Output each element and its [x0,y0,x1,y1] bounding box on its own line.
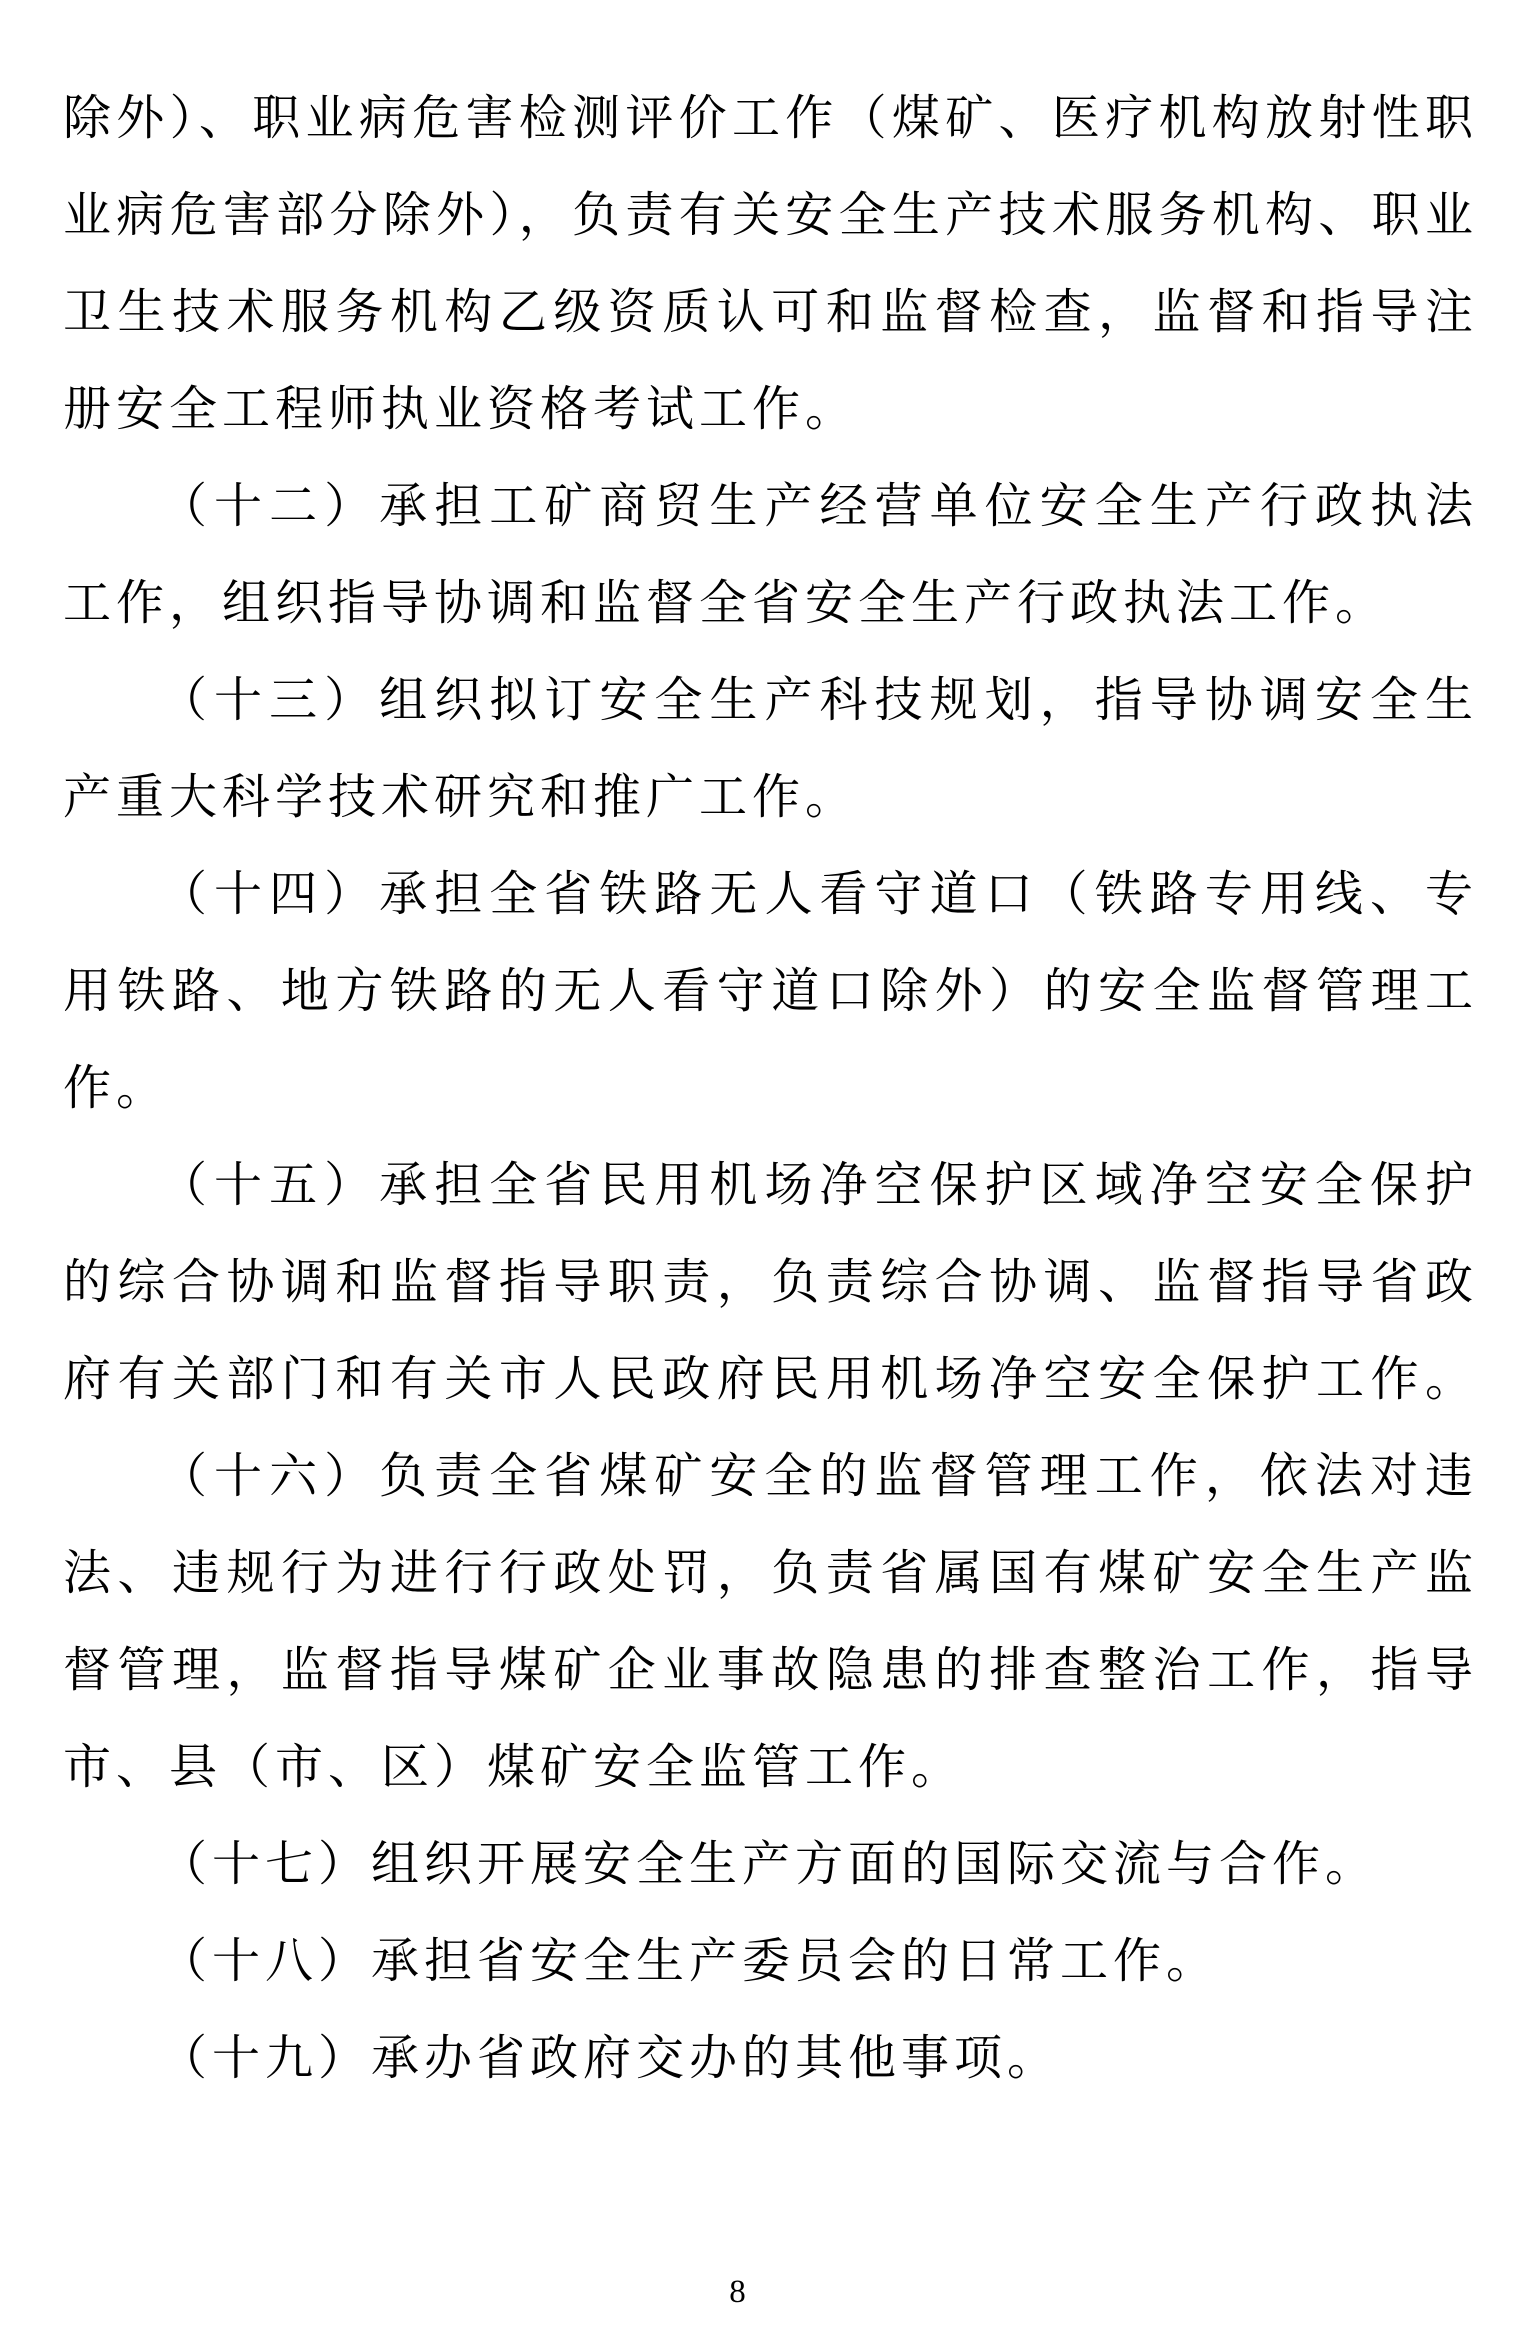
text-line-12: （十五）承担全省民用机场净空保护区域净空安全保护 [159,1159,1473,1212]
text-line-16: 法、违规行为进行行政处罚，负责省属国有煤矿安全生产监 [63,1547,1473,1600]
text-line-8: 产重大科学技术研究和推广工作。 [63,771,859,824]
text-line-9: （十四）承担全省铁路无人看守道口（铁路专用线、专 [159,868,1473,921]
text-line-7: （十三）组织拟订安全生产科技规划，指导协调安全生 [159,674,1473,727]
text-line-11: 作。 [63,1062,170,1115]
text-line-14: 府有关部门和有关市人民政府民用机场净空安全保护工作。 [63,1353,1473,1406]
text-line-6: 工作，组织指导协调和监督全省安全生产行政执法工作。 [63,577,1389,630]
text-line-13: 的综合协调和监督指导职责，负责综合协调、监督指导省政 [63,1256,1473,1309]
page-number: 8 [729,2274,746,2310]
text-line-17: 督管理，监督指导煤矿企业事故隐患的排查整治工作，指导 [63,1644,1473,1697]
text-line-20: （十八）承担省安全生产委员会的日常工作。 [159,1935,1220,1988]
text-line-19: （十七）组织开展安全生产方面的国际交流与合作。 [159,1838,1379,1891]
text-line-3: 卫生技术服务机构乙级资质认可和监督检查，监督和指导注 [63,286,1473,339]
text-line-15: （十六）负责全省煤矿安全的监督管理工作，依法对违 [159,1450,1473,1503]
document-body [63,70,1473,2107]
text-line-18: 市、县（市、区）煤矿安全监管工作。 [63,1741,965,1794]
text-line-1: 除外）、职业病危害检测评价工作（煤矿、医疗机构放射性职 [63,92,1473,145]
text-line-5: （十二）承担工矿商贸生产经营单位安全生产行政执法 [159,480,1473,533]
text-line-21: （十九）承办省政府交办的其他事项。 [159,2032,1061,2085]
text-line-2: 业病危害部分除外），负责有关安全生产技术服务机构、职业 [63,189,1473,242]
text-line-10: 用铁路、地方铁路的无人看守道口除外）的安全监督管理工 [63,965,1473,1018]
text-line-4: 册安全工程师执业资格考试工作。 [63,383,859,436]
